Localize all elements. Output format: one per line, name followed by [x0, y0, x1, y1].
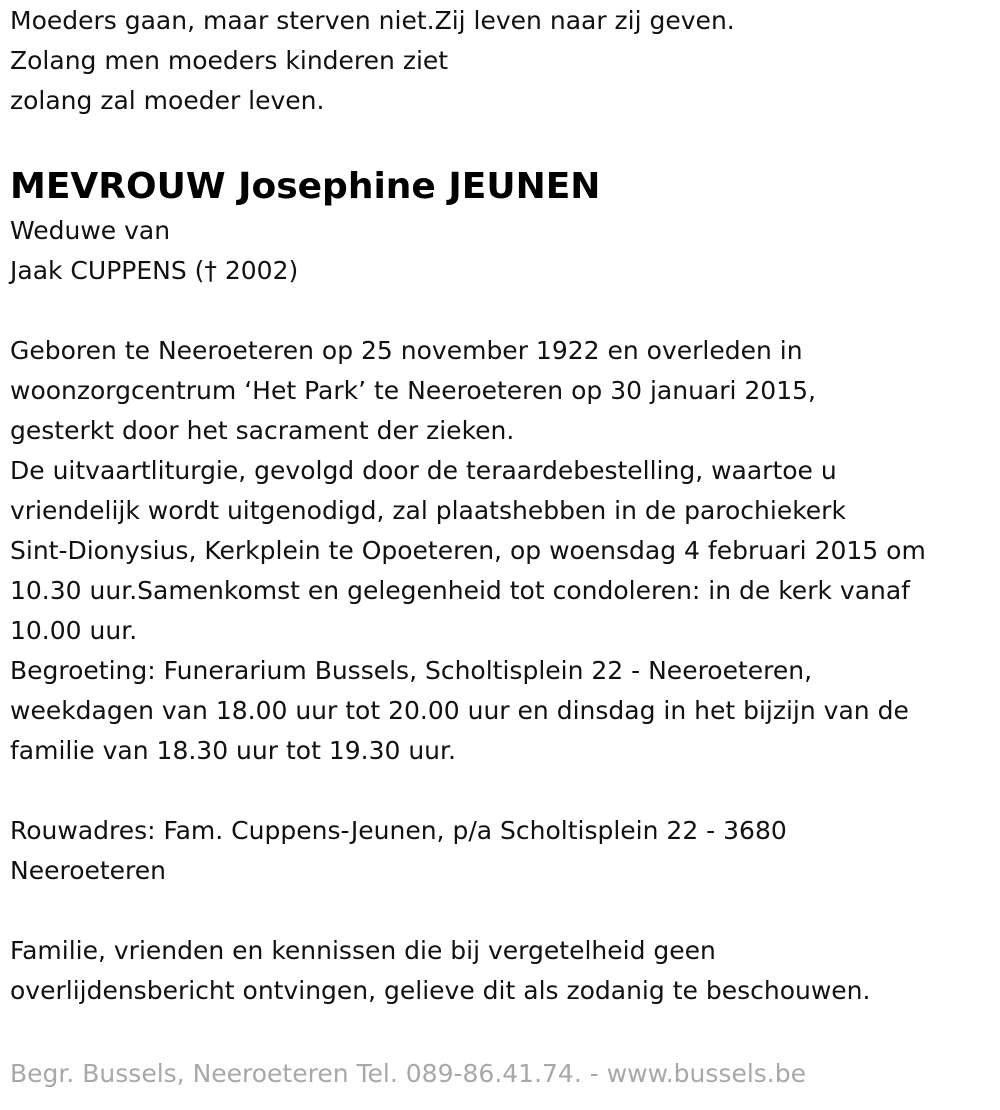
spouse-line: Jaak CUPPENS († 2002) [10, 256, 299, 285]
announcement-paragraph [10, 331, 995, 771]
announcement-line: 10.30 uur.Samenkomst en gelegenheid tot condoleren: in de kerk vanaf [10, 576, 910, 605]
poem-line: Zolang men moeders kinderen ziet [10, 46, 449, 75]
funeral-home-footer: Begr. Bussels, Neeroeteren Tel. 089-86.41.74. - www.bussels.be [10, 1059, 806, 1088]
notice-line: Familie, vrienden en kennissen die bij vergetelheid geen [10, 936, 716, 965]
announcement-line: weekdagen van 18.00 uur tot 20.00 uur en dinsdag in het bijzijn van de [10, 696, 909, 725]
spacer [10, 771, 995, 811]
poem [10, 1, 995, 121]
notice-line: overlijdensbericht ontvingen, gelieve dit als zodanig te beschouwen. [10, 976, 871, 1005]
notice-paragraph [10, 931, 995, 1011]
announcement-line: gesterkt door het sacrament der zieken. [10, 416, 515, 445]
announcement-line: vriendelijk wordt uitgenodigd, zal plaatshebben in de parochiekerk [10, 496, 846, 525]
announcement-line: De uitvaartliturgie, gevolgd door de teraardebestelling, waartoe u [10, 456, 837, 485]
spacer [10, 891, 995, 931]
announcement-line: woonzorgcentrum ‘Het Park’ te Neeroeteren op 30 januari 2015, [10, 376, 816, 405]
announcement-line: familie van 18.30 uur tot 19.30 uur. [10, 736, 456, 765]
obituary-notice [10, 0, 995, 1011]
announcement-line: 10.00 uur. [10, 616, 138, 645]
announcement-line: Sint-Dionysius, Kerkplein te Opoeteren, op woensdag 4 februari 2015 om [10, 536, 926, 565]
poem-line: Moeders gaan, maar sterven niet.Zij leven naar zij geven. [10, 6, 735, 35]
deceased-name: MEVROUW Josephine JEUNEN [10, 166, 601, 207]
mourning-address [10, 811, 995, 891]
address-line: Neeroeteren [10, 856, 167, 885]
address-line: Rouwadres: Fam. Cuppens-Jeunen, p/a Scholtisplein 22 - 3680 [10, 816, 787, 845]
spacer [10, 291, 995, 331]
poem-line: zolang zal moeder leven. [10, 86, 325, 115]
announcement-line: Begroeting: Funerarium Bussels, Scholtisplein 22 - Neeroeteren, [10, 656, 813, 685]
relation-line: Weduwe van [10, 216, 171, 245]
announcement-line: Geboren te Neeroeteren op 25 november 1922 en overleden in [10, 336, 803, 365]
